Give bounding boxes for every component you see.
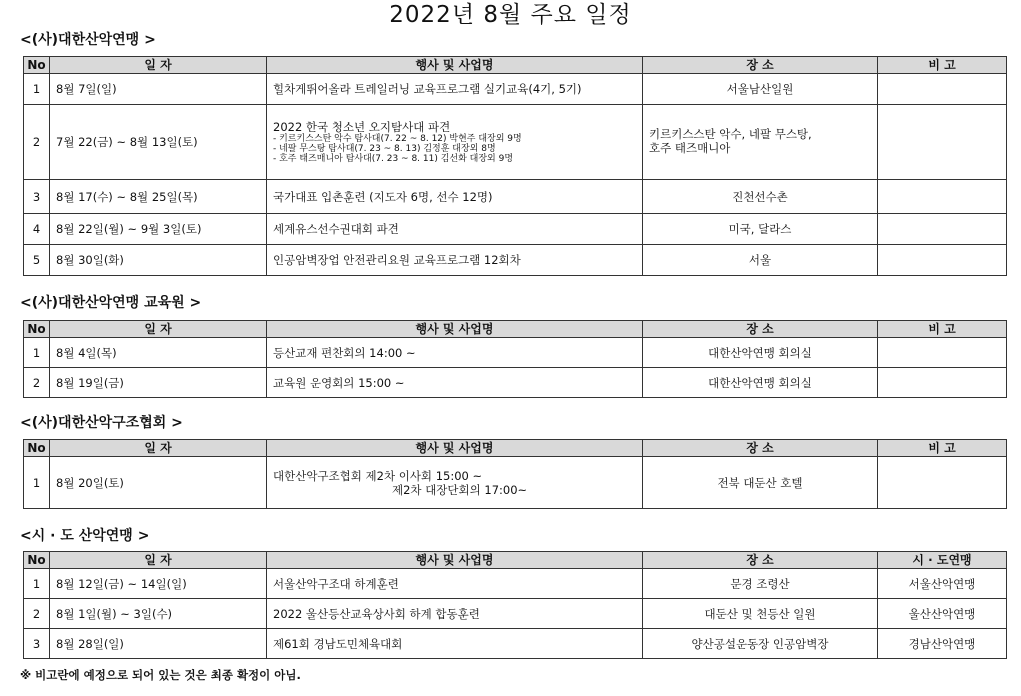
- event-sub-line: - 호주 태즈매니아 탐사대(7. 23 ~ 8. 11) 김선화 대장외 9명: [273, 154, 514, 164]
- table-row: 2 8월 1일(월) ~ 3일(수) 2022 울산등산교육상사회 하계 합동훈련 대둔산 및 천등산 일원 울산산악연맹: [24, 599, 1007, 629]
- header-no: No: [24, 440, 50, 457]
- table-row: 1 8월 4일(목) 등산교재 편찬회의 14:00 ~ 대한산악연맹 회의실: [24, 338, 1007, 368]
- header-note: 비 고: [878, 440, 1007, 457]
- table-row: 4 8월 22일(월) ~ 9월 3일(토) 세계유스선수권대회 파견 미국, 달라스: [24, 214, 1007, 245]
- header-place: 장 소: [643, 552, 878, 569]
- schedule-table-kaf: [23, 56, 1007, 276]
- schedule-table-rescue: [23, 439, 1007, 509]
- section-title-kaf: <(사)대한산악연맹 >: [20, 32, 156, 48]
- section-title-education: <(사)대한산악연맹 교육원 >: [20, 295, 202, 311]
- page-title: 2022년 8월 주요 일정: [389, 2, 632, 28]
- schedule-table-education: [23, 320, 1007, 398]
- header-date: 일 자: [50, 57, 267, 74]
- header-date: 일 자: [50, 552, 267, 569]
- header-date: 일 자: [50, 321, 267, 338]
- header-event: 행사 및 사업명: [267, 440, 643, 457]
- table-row: 5 8월 30일(화) 인공암벽장업 안전관리요원 교육프로그램 12회차 서울: [24, 245, 1007, 276]
- header-event: 행사 및 사업명: [267, 552, 643, 569]
- header-note: 비 고: [878, 321, 1007, 338]
- event-sub-line: - 네팔 무스탕 탐사대(7. 23 ~ 8. 13) 김정훈 대장외 8명: [273, 144, 496, 154]
- header-place: 장 소: [643, 440, 878, 457]
- header-event: 행사 및 사업명: [267, 321, 643, 338]
- header-no: No: [24, 321, 50, 338]
- table-row: 1 8월 20일(토) 대한산악구조협회 제2차 이사회 15:00 ~ 제2차 대장단회의 17:00~ 전북 대둔산 호텔: [24, 457, 1007, 509]
- header-no: No: [24, 552, 50, 569]
- header-no: No: [24, 57, 50, 74]
- table-row: 2 7월 22(금) ~ 8월 13일(토) 2022 한국 청소년 오지탐사대 파견 - 키르키스스탄 악수 탐사대(7. 22 ~ 8. 12) 박현주 대장외 9명 - 네팔 무스탕 탐사대(7. 23 ~ 8. 13) 김정훈 대장외 8명 - 호주 태즈매니아 탐사대(7. 23 ~ 8. 11) 김선화 대장외 9명 키르키스스탄 악수, 네팔 무스탕, 호주 태즈매니아: [24, 105, 1007, 180]
- footnote: ※ 비고란에 예정으로 되어 있는 것은 최종 확정이 아님.: [20, 668, 301, 682]
- header-event: 행사 및 사업명: [267, 57, 643, 74]
- section-title-rescue: <(사)대한산악구조협회 >: [20, 415, 183, 431]
- header-place: 장 소: [643, 57, 878, 74]
- table-row: 1 8월 12일(금) ~ 14일(일) 서울산악구조대 하계훈련 문경 조령산 서울산악연맹: [24, 569, 1007, 599]
- schedule-table-city: [23, 551, 1007, 659]
- header-note: 비 고: [878, 57, 1007, 74]
- header-city-org: 시 · 도연맹: [878, 552, 1007, 569]
- event-main: 2022 한국 청소년 오지탐사대 파견: [273, 120, 451, 134]
- header-date: 일 자: [50, 440, 267, 457]
- event-sub-line: - 키르키스스탄 악수 탐사대(7. 22 ~ 8. 12) 박현주 대장외 9명: [273, 134, 522, 144]
- table-row: 1 8월 7일(일) 힐차게뛰어올라 트레일러닝 교육프로그램 실기교육(4기, 5기) 서울남산일원: [24, 74, 1007, 105]
- section-title-city: <시 · 도 산악연맹 >: [20, 528, 150, 544]
- header-place: 장 소: [643, 321, 878, 338]
- table-row: 3 8월 28일(일) 제61회 경남도민체육대회 양산공설운동장 인공암벽장 경남산악연맹: [24, 629, 1007, 659]
- table-row: 3 8월 17(수) ~ 8월 25일(목) 국가대표 입촌훈련 (지도자 6명, 선수 12명) 진천선수촌: [24, 180, 1007, 214]
- table-row: 2 8월 19일(금) 교육원 운영회의 15:00 ~ 대한산악연맹 회의실: [24, 368, 1007, 398]
